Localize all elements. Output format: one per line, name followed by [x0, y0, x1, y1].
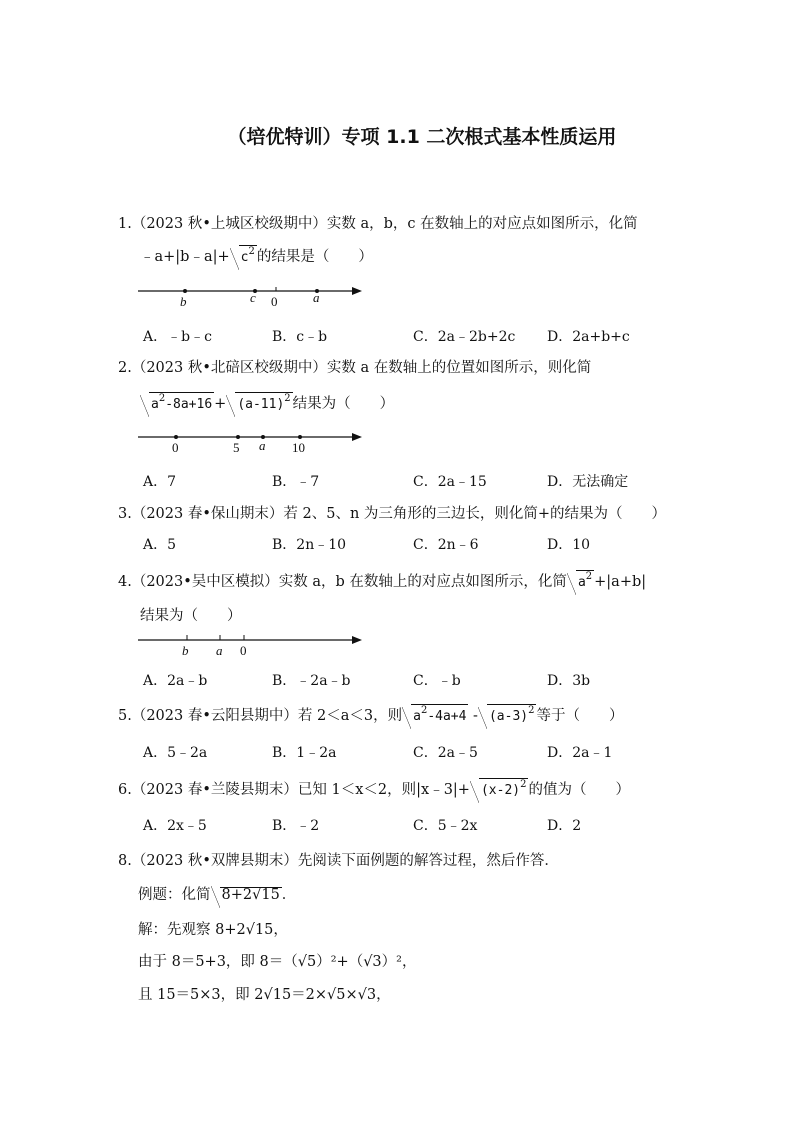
q1-option-c[interactable]: C．2a﹣2b+2c	[413, 329, 516, 345]
q5-option-b[interactable]: B．1﹣2a	[272, 745, 337, 761]
q5-option-a[interactable]: A．5﹣2a	[143, 745, 208, 761]
q2-option-b[interactable]: B．﹣7	[272, 474, 320, 490]
question-6-text: 6.（2023 春•兰陵县期末）已知 1＜x＜2，则|x﹣3|+ $(x-2)^2$ 的值为（ ）	[118, 779, 630, 798]
q4-option-a[interactable]: A．2a﹣b	[143, 673, 208, 689]
question-1-text: 1.（2023 秋•上城区校级期中）实数 a，b，c 在数轴上的对应点如图所示，化简	[118, 216, 638, 232]
axis-label-0: 0	[240, 643, 247, 658]
question-8-example: 例题：化简 8+2√15 ．	[138, 887, 297, 903]
question-8-solution-line2: 由于 8＝5+3，即 8＝（√5）²+（√3）²，	[138, 954, 417, 970]
sqrt-x-minus-2-squared: $(x-2)^2$	[480, 779, 527, 798]
axis-label-a: a	[216, 643, 223, 658]
question-1-expression: ﹣a+|b﹣a|+ $c^2$ 的结果是（ ）	[140, 246, 373, 265]
axis-label-b: b	[182, 643, 189, 658]
q4-option-c[interactable]: C．﹣b	[413, 673, 461, 689]
sqrt-a-squared: $a^2$	[577, 571, 593, 590]
sqrt-a2-8a-16: $a^2-8a+16$	[151, 393, 213, 412]
question-5-text: 5.（2023 春•云阳县期中）若 2＜a＜3，则 $a^2-4a+4 - (a-3)^2$ 等于（ ）	[118, 705, 624, 724]
q5-option-d[interactable]: D．2a﹣1	[547, 745, 613, 761]
question-4-line2: 结果为（ ）	[140, 608, 242, 624]
q6-option-a[interactable]: A．2x﹣5	[143, 818, 207, 834]
q4-option-b[interactable]: B．﹣2a﹣b	[272, 673, 351, 689]
q2-option-c[interactable]: C．2a﹣15	[413, 474, 487, 490]
axis-label-b: b	[180, 294, 187, 309]
q2-option-d[interactable]: D．无法确定	[547, 474, 629, 490]
q3-option-b[interactable]: B．2n﹣10	[272, 537, 347, 553]
q3-option-a[interactable]: A．5	[143, 537, 177, 553]
axis-label-c: c	[250, 290, 256, 305]
q4-option-d[interactable]: D．3b	[547, 673, 591, 689]
number-line-q1	[138, 282, 370, 310]
q6-option-c[interactable]: C．5﹣2x	[413, 818, 478, 834]
q5-option-c[interactable]: C．2a﹣5	[413, 745, 478, 761]
q2-option-a[interactable]: A．7	[143, 474, 177, 490]
axis-label-0: 0	[172, 440, 179, 455]
question-4-text: 4.（2023•吴中区模拟）实数 a，b 在数轴上的对应点如图所示，化简 $a^2 +|a+b|$	[118, 571, 647, 590]
sqrt-8-plus-2sqrt15: 8+2√15	[221, 887, 280, 903]
sqrt-a-minus-3-squared: $(a-3)^2$	[488, 705, 535, 724]
sqrt-a2-4a-4: $a^2-4a+4$	[413, 705, 467, 724]
axis-label-a: a	[259, 438, 266, 453]
question-3-text: 3.（2023 春•保山期末）若 2、5、n 为三角形的三边长，则化简+的结果为（ ）	[118, 506, 667, 522]
number-line-q4	[138, 631, 370, 659]
q6-option-b[interactable]: B．﹣2	[272, 818, 320, 834]
axis-label-5: 5	[233, 440, 240, 455]
q3-option-c[interactable]: C．2n﹣6	[413, 537, 479, 553]
page-title: （培优特训）专项 1.1 二次根式基本性质运用	[227, 126, 617, 148]
point-b	[183, 289, 187, 293]
q3-option-d[interactable]: D．10	[547, 537, 591, 553]
q1-option-d[interactable]: D．2a+b+c	[547, 329, 630, 345]
question-8-solution-line3: 且 15＝5×3，即 2√15＝2×√5×√3，	[138, 987, 391, 1003]
q1-option-a[interactable]: A．﹣b﹣c	[143, 329, 212, 345]
axis-label-10: 10	[292, 440, 305, 455]
axis-label-0: 0	[271, 294, 278, 309]
sqrt-c-squared: $c^2$	[240, 246, 255, 265]
sqrt-a-minus-11-squared: $(a-11)^2$	[237, 393, 291, 412]
number-line-q2	[138, 428, 370, 456]
point-10	[298, 435, 302, 439]
point-0	[174, 435, 178, 439]
question-8-solution-line1: 解：先观察 8+2√15，	[138, 922, 288, 938]
q1-option-b[interactable]: B．c﹣b	[272, 329, 328, 345]
question-8-text: 8.（2023 秋•双牌县期末）先阅读下面例题的解答过程，然后作答．	[118, 853, 559, 869]
axis-label-a: a	[313, 290, 320, 305]
point-5	[236, 435, 240, 439]
question-2-expression: $a^2-8a+16 + (a-11)^2$ 结果为（ ）	[151, 393, 395, 412]
q6-option-d[interactable]: D．2	[547, 818, 582, 834]
question-2-text: 2.（2023 秋•北碚区校级期中）实数 a 在数轴上的位置如图所示，则化简	[118, 360, 592, 376]
